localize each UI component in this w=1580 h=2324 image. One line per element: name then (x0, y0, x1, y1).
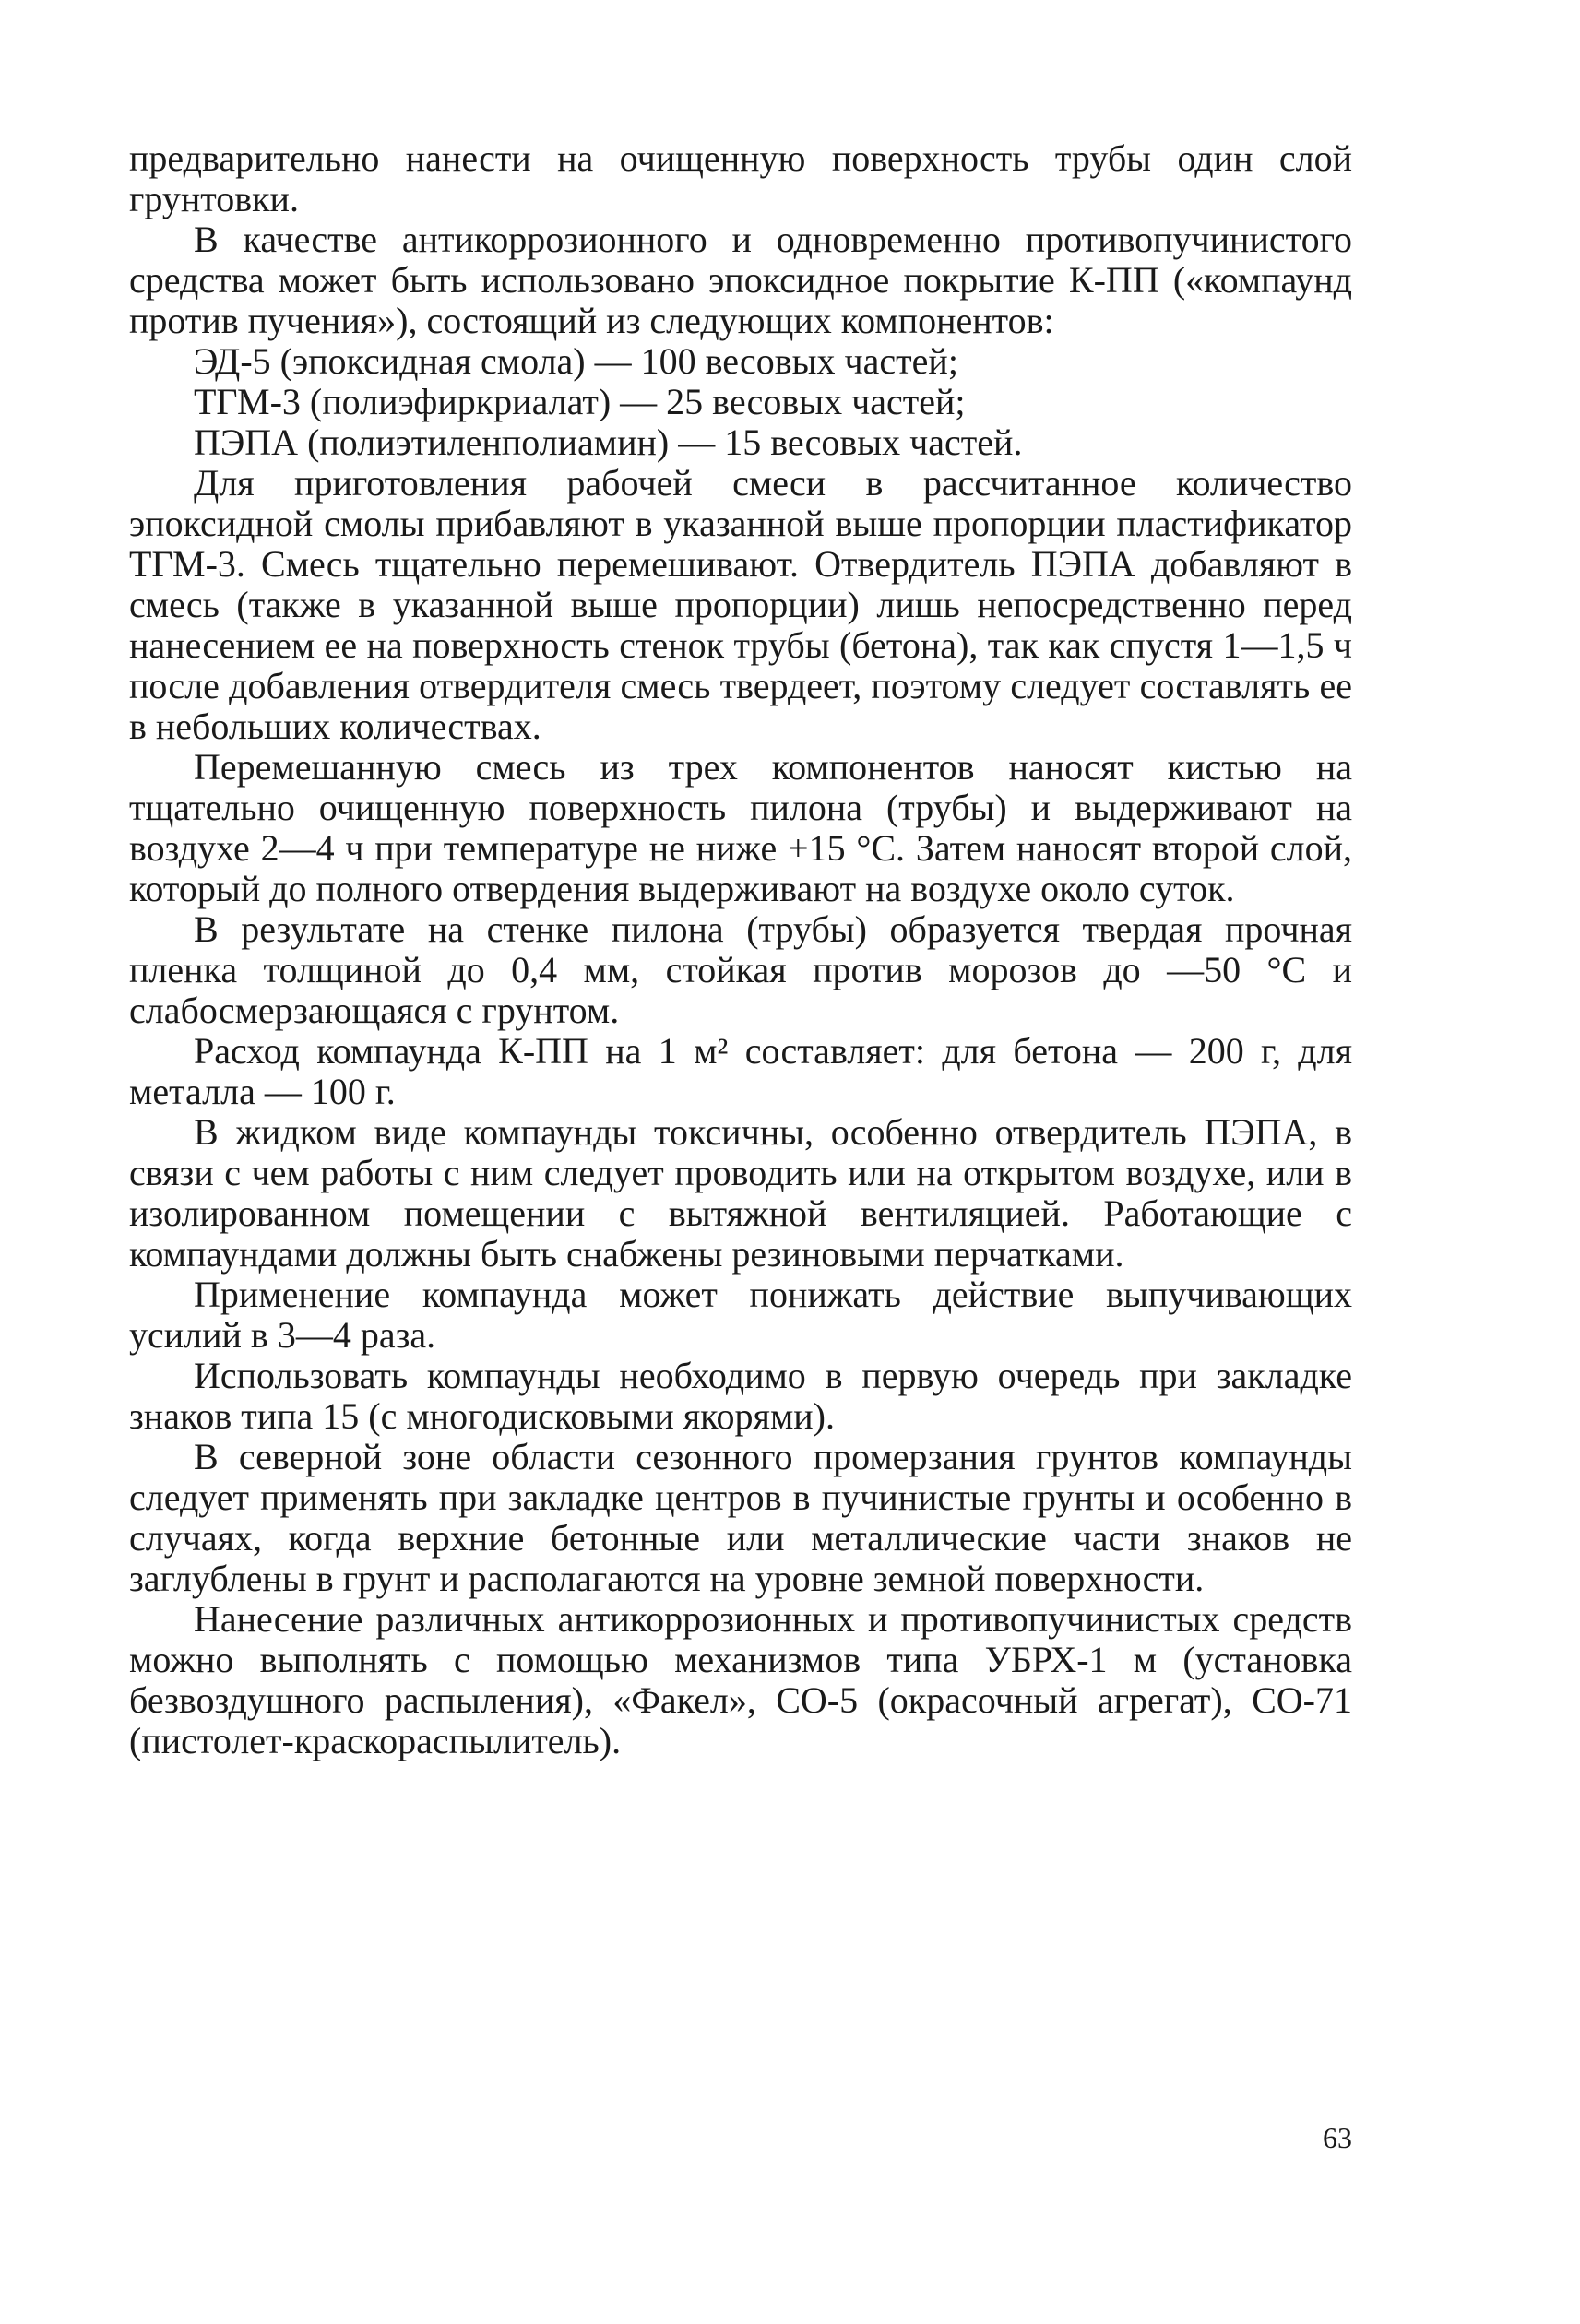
paragraph-kpp-coating: В качестве антикоррозионного и одновременно противопучинистого средства может быть использовано эпоксидное покрытие К-ПП («компаунд против пучения»), состоящий из следующих компонентов: (129, 219, 1352, 341)
component-ed5: ЭД-5 (эпоксидная смола) — 100 весовых частей; (194, 340, 958, 382)
paragraph-effect: Применение компаунда может понижать действие выпучивающих усилий в 3—4 раза. (129, 1274, 1352, 1356)
page-body (129, 138, 1352, 1761)
paragraph-result-film: В результате на стенке пилона (трубы) образуется твердая прочная пленка толщиной до 0,4 мм, стойкая против морозов до —50 °С и слабосмерзающаяся с грунтом. (129, 908, 1352, 1031)
paragraph-northern-zone: В северной зоне области сезонного промерзания грунтов компаунды следует применять при закладке центров в пучинистые грунты и особенно в случаях, когда верхние бетонные или металлические части знаков не заглублены в грунт и располагаются на уровне земной поверхности. (129, 1436, 1352, 1599)
paragraph-consumption: Расход компаунда К-ПП на 1 м² составляет: для бетона — 200 г, для металла — 100 г. (129, 1030, 1352, 1112)
paragraph-usage-priority: Использовать компаунды необходимо в первую очередь при закладке знаков типа 15 (с многодисковыми якорями). (129, 1355, 1352, 1437)
paragraph-primer: предварительно нанести на очищенную поверхность трубы один слой грунтовки. (129, 137, 1352, 219)
page-number: 63 (1323, 2121, 1352, 2154)
component-pepa: ПЭПА (полиэтиленполиамин) — 15 весовых частей. (194, 421, 1023, 463)
paragraph-mixture-preparation: Для приготовления рабочей смеси в рассчитанное количество эпоксидной смолы прибавляют в указанной выше пропорции пластификатор ТГМ-3. Смесь тщательно перемешивают. Отвердитель ПЭПА добавляют в смесь (также в указанной выше пропорции) лишь непосредственно перед нанесением ее на поверхность стенок трубы (бетона), так как спустя 1—1,5 ч после добавления отвердителя смесь твердеет, поэтому следует составлять ее в небольших количествах. (129, 462, 1352, 747)
paragraph-application: Перемешанную смесь из трех компонентов наносят кистью на тщательно очищенную поверхность пилона (трубы) и выдерживают на воздухе 2—4 ч при температуре не ниже +15 °С. Затем наносят второй слой, который до полного отвердения выдерживают на воздухе около суток. (129, 746, 1352, 909)
component-tgm3: ТГМ-3 (полиэфиркриалат) — 25 весовых частей; (194, 381, 966, 422)
paragraph-toxicity: В жидком виде компаунды токсичны, особенно отвердитель ПЭПА, в связи с чем работы с ним следует проводить или на открытом воздухе, или в изолированном помещении с вытяжной вентиляцией. Работающие с компаундами должны быть снабжены резиновыми перчатками. (129, 1111, 1352, 1275)
paragraph-mechanisms: Нанесение различных антикоррозионных и противопучинистых средств можно выполнять с помощью механизмов типа УБРХ-1 м (установка безвоздушного распыления), «Факел», СО-5 (окрасочный агрегат), СО-71 (пистолет-краскораспылитель). (129, 1598, 1352, 1761)
